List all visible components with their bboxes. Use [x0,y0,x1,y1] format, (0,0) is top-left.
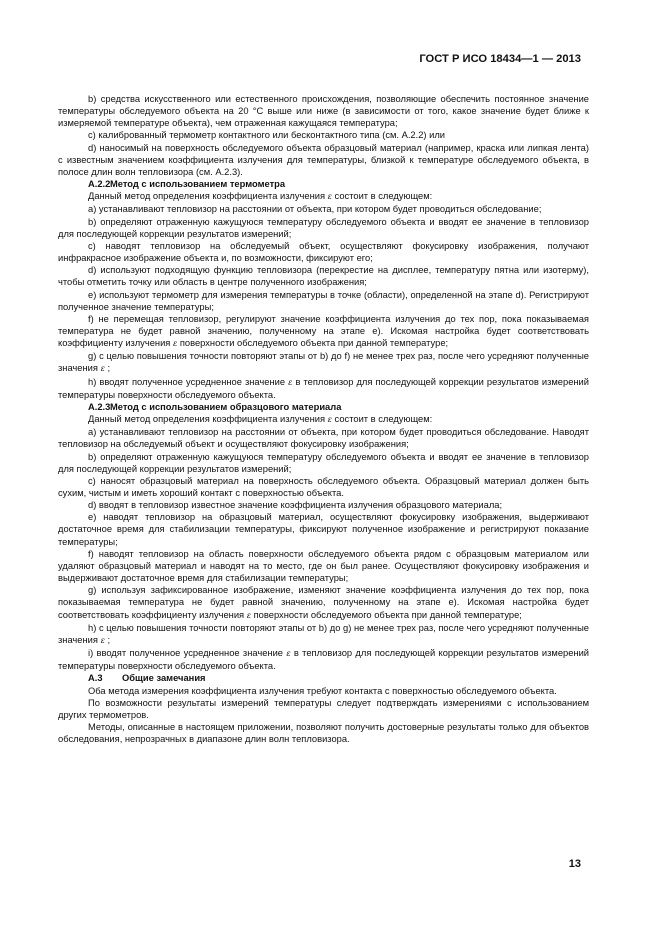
paragraph-text: g) используя зафиксированное изображение, изменяют значение коэффициента излучения до тех пор, пока показываемая температура не будет равной значению, полученному на этапе е). Искомая настройка будет соответствовать коэффициенту излучения [58,585,589,620]
section-title: Общие замечания [122,673,206,684]
paragraph-text-continued: поверхности обследуемого объекта при данной температуре; [177,338,449,349]
paragraph-text-continued: поверхности обследуемого объекта при данной температуре; [251,609,522,620]
paragraph [58,548,589,584]
section-heading [58,401,589,413]
paragraph-text: По возможности результаты измерений температуры следует подтверждать измерениями с использованием других термометров. [58,697,589,720]
paragraph-text: а) устанавливают тепловизор на расстоянии от объекта, при котором будет проводиться обследование. Наводят тепловизор на обследуемый объект и осуществляют фокусировку изображения; [58,427,589,450]
epsilon-symbol: ε [100,364,105,374]
document-header: ГОСТ Р ИСО 18434—1 — 2013 [419,53,581,65]
epsilon-symbol: ε [327,415,332,425]
paragraph [58,350,589,375]
paragraph-text: f) наводят тепловизор на область поверхности обследуемого объекта рядом с образцовым материалом или удаляют образцовый материал и наводят на то место, где он был ранее. Осуществляют фокусировку изображения и выдерживают достаточное время для стабилизации температуры; [58,548,589,584]
paragraph-text: b) средства искусственного или естественного происхождения, позволяющие обеспечить постоянное значение температуры обследуемого объекта на 20 °С выше или ниже (в зависимости от того, какое значение будет ближе к измеряемой температуре объекта), чем отраженная кажущаяся температура; [58,94,589,129]
paragraph [58,499,589,511]
paragraph-text: b) определяют отраженную кажущуюся температуру обследуемого объекта и вводят ее значение в тепловизор для последующей коррекции результатов измерений; [58,216,589,239]
paragraph-text: е) наводят тепловизор на образцовый материал, осуществляют фокусировку изображения, выдерживают достаточное время для стабилизации температуры, фиксируют полученное изображение и регистрируют показание температуры; [58,512,589,547]
epsilon-symbol: ε [327,192,332,202]
paragraph-text: h) вводят полученное усредненное значение [88,376,286,387]
paragraph-text: Методы, описанные в настоящем приложении, позволяют получить достоверные результаты только для объектов обследования, непрозрачных в диапазоне длин волн тепловизора. [58,721,589,745]
section-number: А.2.2 [88,179,111,190]
epsilon-symbol: ε [100,635,105,645]
paragraph [58,451,589,475]
paragraph-text: d) наносимый на поверхность обследуемого объекта образцовый материал (например, краска или липкая лента) с известным значением коэффициента излучения для температуры, близкой к температуре обследуемого объекта, в полосе длин волн тепловизора (см. А.2.3). [58,142,589,177]
paragraph-text-continued: ; [104,363,111,374]
epsilon-symbol: ε [286,649,291,659]
paragraph-text-continued: в тепловизор для последующей коррекции результатов измерений температуры поверхности обследуемого объекта. [58,376,589,400]
epsilon-symbol: ε [288,377,293,387]
section-heading [58,672,589,684]
paragraph [58,475,589,499]
paragraph-text-continued: в тепловизор для последующей коррекции результатов измерений температуры поверхности обследуемого объекта. [58,648,590,672]
paragraph-text: с) наводят тепловизор на обследуемый объект, осуществляют фокусировку изображения, получают инфракрасное изображение объекта и, по возможности, фиксируют его; [58,240,589,264]
paragraph [58,697,589,721]
paragraph-text: е) используют термометр для измерения температуры в точке (области), определенной на этапе d). Регистрируют полученное значение температуры; [58,289,589,312]
paragraph [58,584,589,621]
paragraph-text-continued: ; [104,634,111,645]
paragraph [58,313,589,350]
paragraph-text: d) вводят в тепловизор известное значение коэффициента излучения образцового материала; [88,500,503,511]
paragraph [58,190,589,203]
paragraph-text: Данный метод определения коэффициента излучения [88,414,326,425]
paragraph-text: h) с целью повышения точности повторяют этапы от b) до g) не менее трех раз, после чего усредняют полученные значения [58,622,589,645]
paragraph-text: b) определяют отраженную кажущуюся температуру обследуемого объекта и вводят ее значение в тепловизор для последующей коррекции результатов измерений; [58,451,589,474]
paragraph-text: d) используют подходящую функцию тепловизора (перекрестие на дисплее, температуру пятна или изотерму), чтобы отметить точку или область в центре полученного изображения; [58,265,589,288]
section-title: Метод с использованием термометра [110,179,286,190]
paragraph [58,685,589,697]
paragraph [58,93,589,129]
epsilon-symbol: ε [246,610,252,620]
paragraph [58,129,589,141]
paragraph [58,376,589,401]
paragraph-text: i) вводят полученное усредненное значение [88,648,283,659]
paragraph-text: с) наносят образцовый материал на поверхность обследуемого объекта. Образцовый материал должен быть сухим, чистым и иметь хороший контакт с поверхностью объекта. [58,475,589,498]
paragraph [58,216,589,240]
paragraph-text: а) устанавливают тепловизор на расстоянии от объекта, при котором будет проводиться обследование; [88,204,542,215]
document-body [58,93,589,745]
paragraph [58,721,589,745]
paragraph-text: f) не перемещая тепловизор, регулируют значение коэффициента излучения до тех пор, пока показываемая температура не будет равной значению, полученному на этапе е). Искомая настройка будет соответствовать коэффициенту излучения [58,313,589,349]
section-heading [58,178,589,190]
paragraph-text-continued: состоит в следующем: [331,414,433,425]
paragraph [58,264,589,288]
paragraph [58,511,589,547]
paragraph-text: с) калиброванный термометр контактного или бесконтактного типа (см. А.2.2) или [88,130,446,141]
epsilon-symbol: ε [172,339,178,349]
paragraph [58,647,589,672]
paragraph-text: g) с целью повышения точности повторяют этапы от b) до f) не менее трех раз, после чего усредняют полученные значения [58,351,589,374]
paragraph [58,289,589,313]
page-number: 13 [568,858,581,870]
paragraph [58,413,589,426]
paragraph-text: Данный метод определения коэффициента излучения [88,191,326,202]
paragraph [58,622,589,647]
paragraph [58,240,589,264]
paragraph [58,142,589,178]
paragraph-text: Оба метода измерения коэффициента излучения требуют контакта с поверхностью обследуемого объекта. [88,685,557,696]
paragraph [58,426,589,450]
paragraph [58,203,589,215]
section-title: Метод с использованием образцового материала [110,401,342,412]
section-number: А.3 [88,673,103,684]
section-number: А.2.3 [88,401,111,412]
paragraph-text-continued: состоит в следующем: [331,191,433,202]
